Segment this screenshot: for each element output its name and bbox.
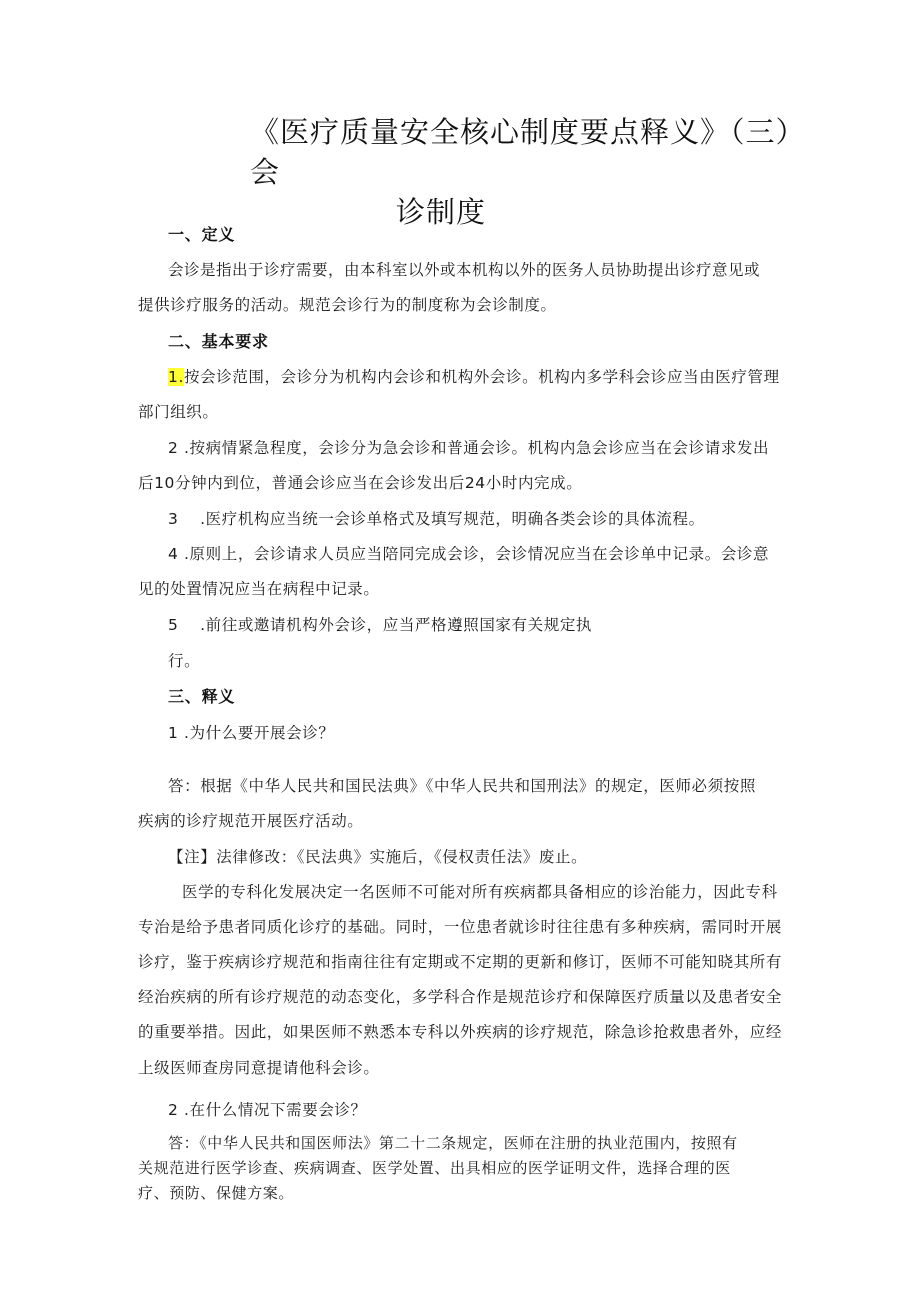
paragraph-line: 专治是给予患者同质化诊疗的基础。同时，一位患者就诊时往往患有多种疾病，需同时开展 xyxy=(138,918,783,936)
paragraph-line: 会诊是指出于诊疗需要，由本科室以外或本机构以外的医务人员协助提出诊疗意见或 xyxy=(168,261,761,279)
paragraph-line: 经治疾病的所有诊疗规范的动态变化，多学科合作是规范诊疗和保障医疗质量以及患者安全 xyxy=(138,988,783,1006)
section-2-heading: 二、基本要求 xyxy=(168,332,269,351)
answer-1-line: 答：根据《中华人民共和国民法典》《中华人民共和国刑法》的规定，医师必须按照 xyxy=(168,777,756,795)
document-title xyxy=(250,112,810,232)
paragraph-line: 部门组织。 xyxy=(138,403,219,421)
paragraph-line: 疾病的诊疗规范开展医疗活动。 xyxy=(138,812,364,830)
paragraph-line: 疗、预防、保健方案。 xyxy=(138,1184,295,1202)
note-line: 【注】法律修改：《民法典》实施后，《侵权责任法》废止。 xyxy=(168,848,588,866)
question-2: 2 .在什么情况下需要会诊？ xyxy=(168,1101,367,1119)
paragraph-line: 诊疗，鉴于疾病诊疗规范和指南往往有定期或不定期的更新和修订，医师不可能知晓其所有 xyxy=(138,953,783,971)
title-line-2: 诊制度 xyxy=(396,195,487,229)
title-line-1: 《医疗质量安全核心制度要点释义》（三）会 xyxy=(250,115,806,189)
section-3-heading: 三、释义 xyxy=(168,687,236,706)
requirement-1-line xyxy=(168,366,780,388)
highlighted-number: 1. xyxy=(168,368,184,386)
paragraph-line: 行。 xyxy=(168,652,201,670)
paragraph-line: 后10分钟内到位，普通会诊应当在会诊发出后24小时内完成。 xyxy=(138,474,583,492)
section-1-heading: 一、定义 xyxy=(168,225,236,244)
paragraph-line: 的重要举措。因此，如果医师不熟悉本专科以外疾病的诊疗规范，除急诊抢救患者外，应经 xyxy=(138,1023,783,1041)
paragraph-line: 见的处置情况应当在病程中记录。 xyxy=(138,580,380,598)
paragraph-line: 关规范进行医学诊查、疾病调查、医学处置、出具相应的医学证明文件，选择合理的医 xyxy=(138,1159,731,1177)
requirement-2-line: 2 .按病情紧急程度，会诊分为急会诊和普通会诊。机构内急会诊应当在会诊请求发出 xyxy=(168,439,770,457)
answer-2-line: 答：《中华人民共和国医师法》第二十二条规定，医师在注册的执业范围内，按照有 xyxy=(168,1134,738,1152)
requirement-5-line: 5 .前往或邀请机构外会诊，应当严格遵照国家有关规定执 xyxy=(168,616,593,634)
requirement-3-line: 3 .医疗机构应当统一会诊单格式及填写规范，明确各类会诊的具体流程。 xyxy=(168,510,705,528)
requirement-4-line: 4 .原则上，会诊请求人员应当陪同完成会诊，会诊情况应当在会诊单中记录。会诊意 xyxy=(168,545,770,563)
paragraph-line: 医学的专科化发展决定一名医师不可能对所有疾病都具备相应的诊治能力，因此专科 xyxy=(182,883,778,901)
question-1: 1 .为什么要开展会诊？ xyxy=(168,724,335,742)
requirement-1-text: 按会诊范围，会诊分为机构内会诊和机构外会诊。机构内多学科会诊应当由医疗管理 xyxy=(184,368,780,386)
paragraph-line: 上级医师查房同意提请他科会诊。 xyxy=(138,1059,380,1077)
paragraph-line: 提供诊疗服务的活动。规范会诊行为的制度称为会诊制度。 xyxy=(138,296,557,314)
